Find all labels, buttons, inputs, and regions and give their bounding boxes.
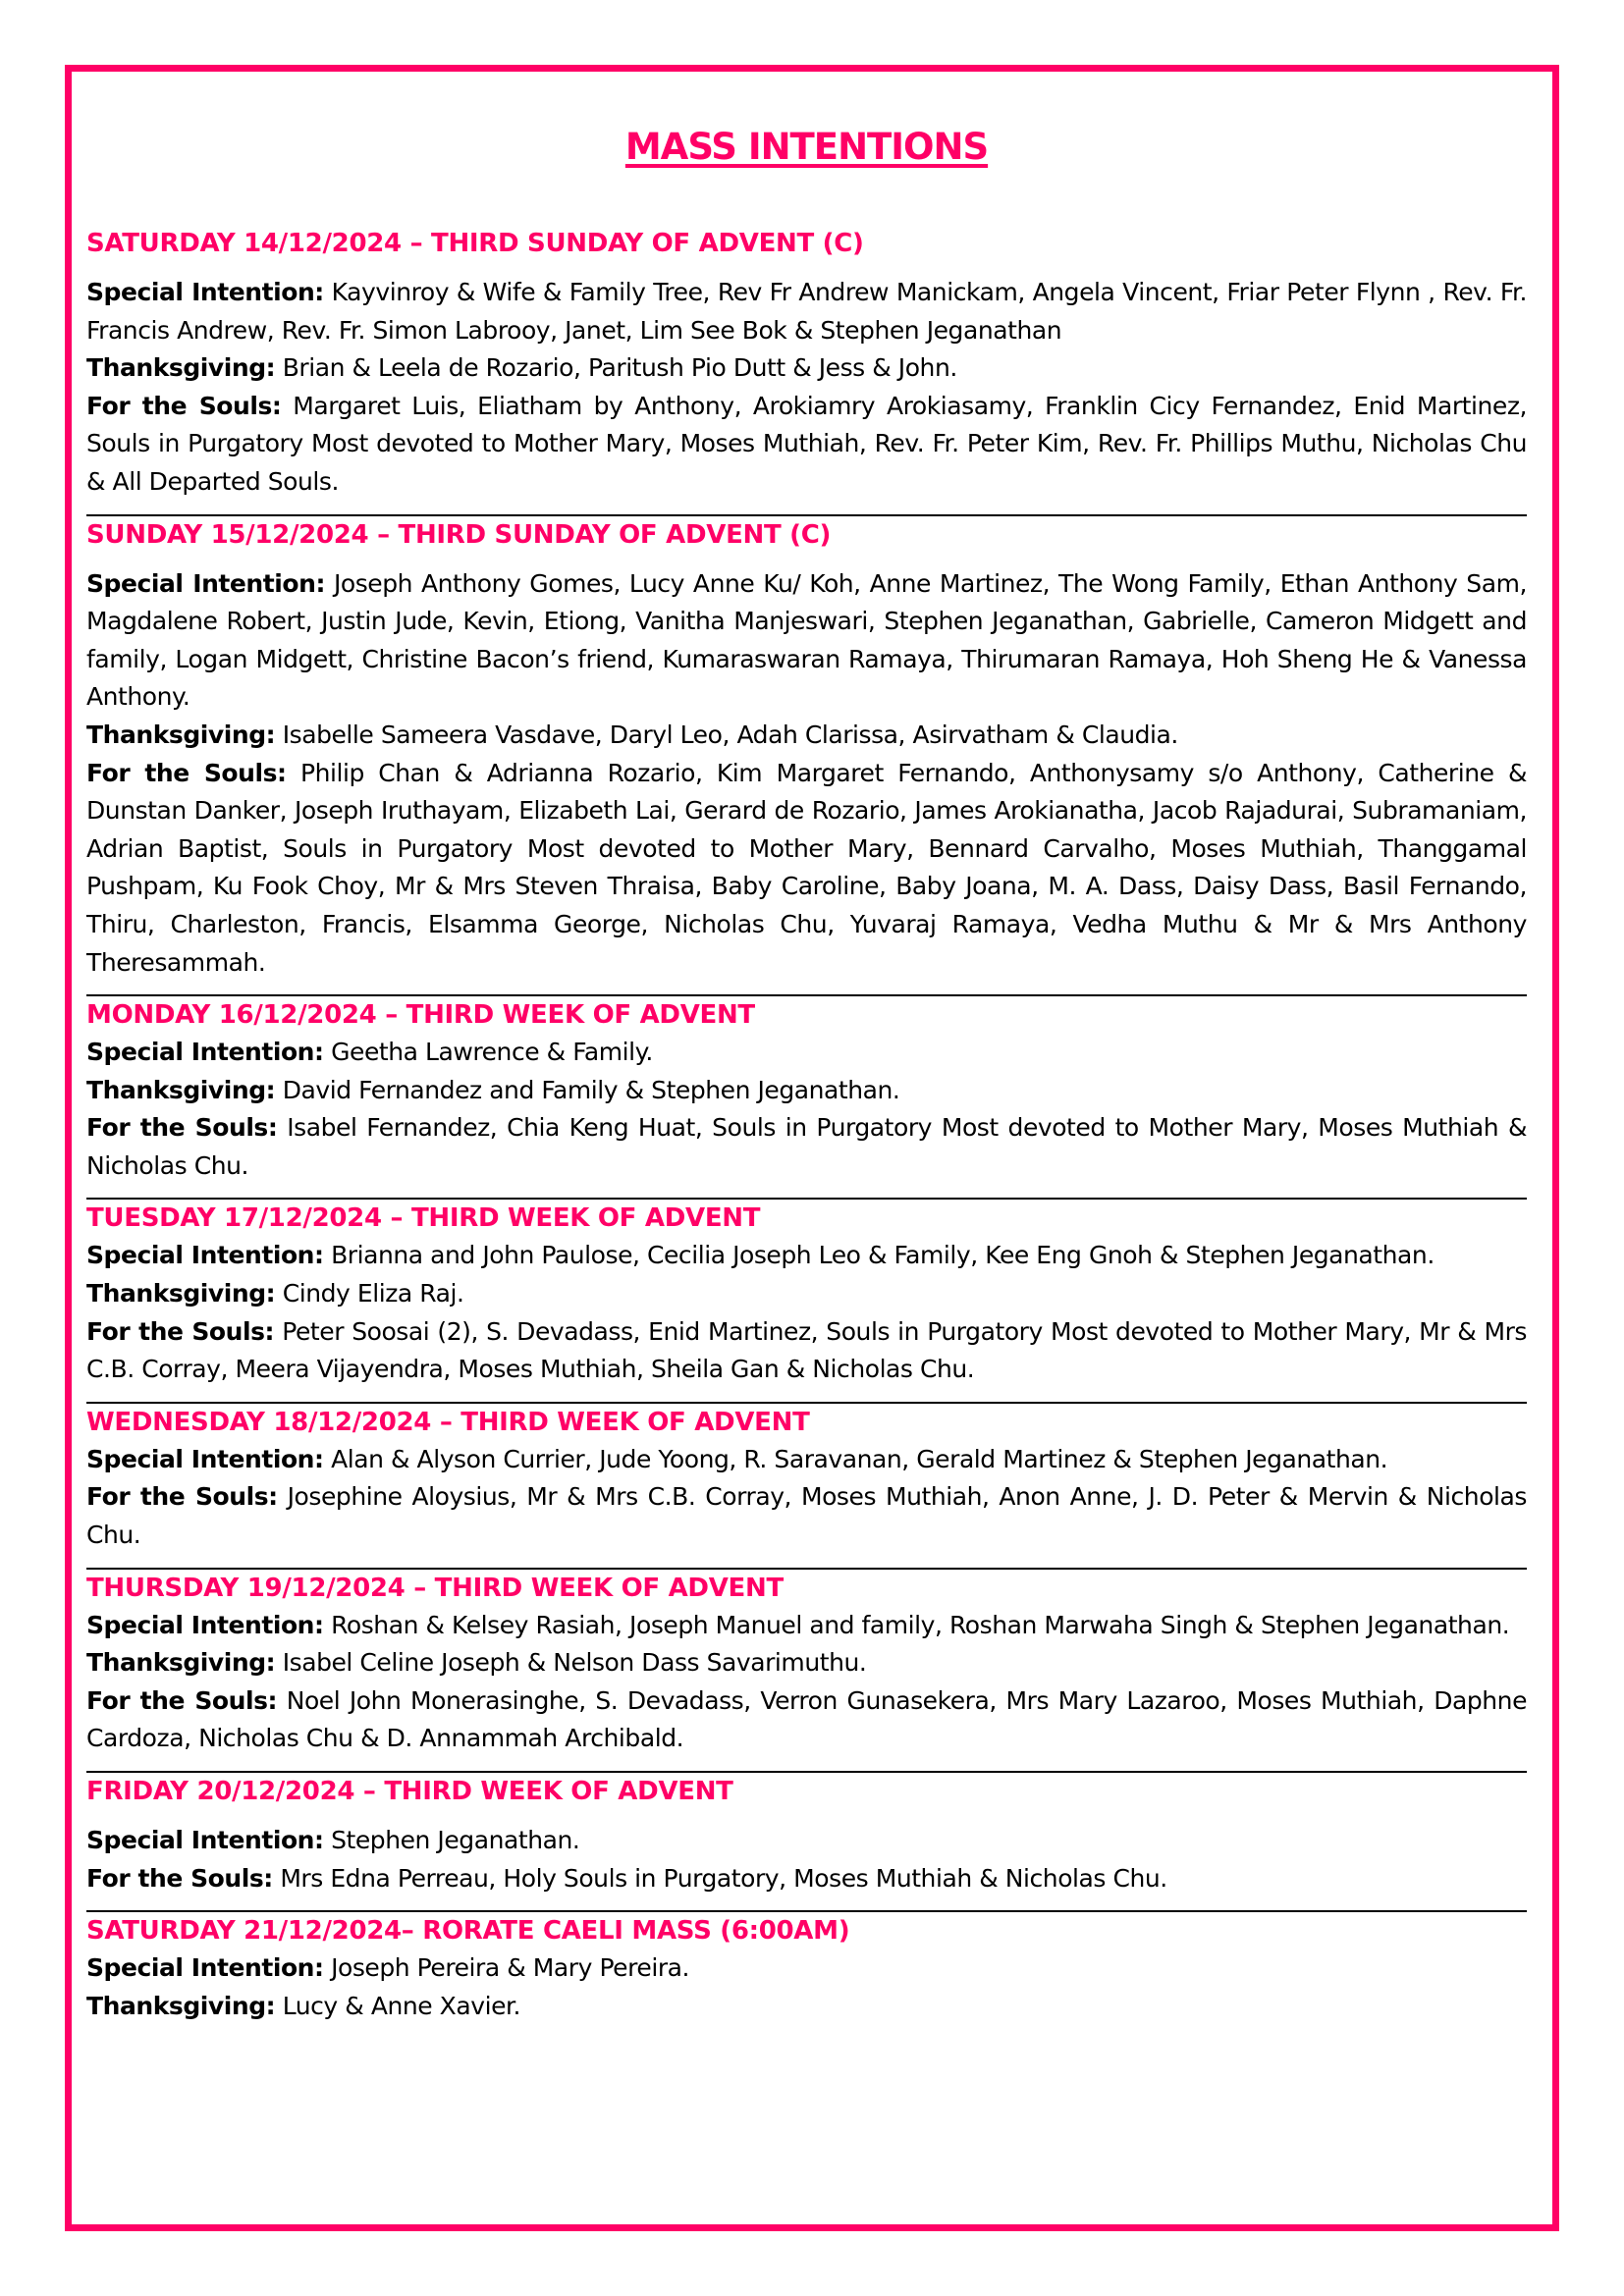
entry-names: Josephine Aloysius, Mr & Mrs C.B. Corray, Moses Muthiah, Anon Anne, J. D. Peter & Mervin & Nicholas Chu. (86, 1482, 1527, 1550)
entry-label: For the Souls: (86, 1113, 278, 1143)
entry-label: For the Souls: (86, 758, 287, 787)
thanksgiving-entry (86, 717, 1527, 755)
entry-label: Special Intention: (86, 1953, 324, 1983)
day-heading: TUESDAY 17/12/2024 – THIRD WEEK OF ADVENT (86, 1203, 761, 1234)
entry-names: Mrs Edna Perreau, Holy Souls in Purgatory, Moses Muthiah & Nicholas Chu. (280, 1863, 1167, 1893)
entry-names: David Fernandez and Family & Stephen Jeganathan. (282, 1075, 900, 1104)
day-heading: THURSDAY 19/12/2024 – THIRD WEEK OF ADVENT (86, 1573, 784, 1603)
entry-label: Special Intention: (86, 568, 326, 598)
thanksgiving-entry (86, 1988, 1527, 2026)
entry-label: Thanksgiving: (86, 720, 276, 749)
entry-names: Margaret Luis, Eliatham by Anthony, Arokiamry Arokiasamy, Franklin Cicy Fernandez, Enid Martinez, Souls in Purgatory Most devoted to Mother Mary, Moses Muthiah, Rev. Fr. Peter Kim, Rev. Fr. Phillips Muthu, Nicholas Chu & All Departed Souls. (86, 391, 1527, 496)
entry-names: Noel John Monerasinghe, S. Devadass, Verron Gunasekera, Mrs Mary Lazaroo, Moses Muthiah, Daphne Cardoza, Nicholas Chu & D. Annammah Archibald. (86, 1685, 1528, 1753)
entry-label: Thanksgiving: (86, 1279, 276, 1308)
page-title-text: MASS INTENTIONS (624, 126, 989, 168)
day-section-wed-18 (86, 1402, 1527, 1568)
souls-entry (86, 1682, 1527, 1758)
special-intention-entry (86, 1822, 1527, 1860)
day-section-sat-14 (86, 225, 1527, 514)
entry-label: Special Intention: (86, 1444, 324, 1473)
entry-label: Special Intention: (86, 1241, 324, 1270)
entry-names: Philip Chan & Adrianna Rozario, Kim Margaret Fernando, Anthonysamy s/o Anthony, Catherine & Dunstan Danker, Joseph Iruthayam, Elizabeth Lai, Gerard de Rozario, James Arokianatha, Jacob Rajadurai, Subramaniam, Adrian Baptist, Souls in Purgatory Most devoted to Mother Mary, Bennard Carvalho, Moses Muthiah, Thanggamal Pushpam, Ku Fook Choy, Mr & Mrs Steven Thraisa, Baby Caroline, Baby Joana, M. A. Dass, Daisy Dass, Basil Fernando, Thiru, Charleston, Francis, Elsamma George, Nicholas Chu, Yuvaraj Ramaya, Vedha Muthu & Mr & Mrs Anthony Theresammah. (86, 758, 1527, 977)
special-intention-entry (86, 565, 1527, 717)
day-heading: WEDNESDAY 18/12/2024 – THIRD WEEK OF ADVENT (86, 1407, 810, 1437)
day-section-sun-15 (86, 514, 1527, 995)
entry-label: Thanksgiving: (86, 1991, 276, 2020)
entry-label: Special Intention: (86, 278, 324, 306)
thanksgiving-entry (86, 1275, 1527, 1313)
entry-names: Brian & Leela de Rozario, Paritush Pio Dutt & Jess & John. (282, 353, 957, 383)
entry-label: Special Intention: (86, 1826, 324, 1854)
souls-entry (86, 1109, 1527, 1185)
special-intention-entry (86, 274, 1527, 349)
entry-names: Brianna and John Paulose, Cecilia Joseph Leo & Family, Kee Eng Gnoh & Stephen Jeganathan. (331, 1241, 1435, 1270)
souls-entry (86, 1860, 1527, 1898)
day-section-thu-19 (86, 1568, 1527, 1771)
day-section-mon-16 (86, 994, 1527, 1198)
page-title (86, 125, 1527, 170)
thanksgiving-entry (86, 1644, 1527, 1682)
thanksgiving-entry (86, 1072, 1527, 1110)
page-border (65, 65, 1559, 2231)
souls-entry (86, 1313, 1527, 1389)
special-intention-entry (86, 1034, 1527, 1072)
entry-label: Special Intention: (86, 1038, 324, 1067)
entry-names: Peter Soosai (2), S. Devadass, Enid Martinez, Souls in Purgatory Most devoted to Mother Mary, Mr & Mrs C.B. Corray, Meera Vijayendra, Moses Muthiah, Sheila Gan & Nicholas Chu. (86, 1316, 1527, 1384)
entry-label: Thanksgiving: (86, 1075, 276, 1104)
special-intention-entry (86, 1441, 1527, 1479)
souls-entry (86, 388, 1527, 502)
day-heading: SUNDAY 15/12/2024 – THIRD SUNDAY OF ADVENT (C) (86, 519, 832, 550)
entry-label: For the Souls: (86, 1482, 278, 1512)
day-section-tue-17 (86, 1198, 1527, 1401)
day-section-fri-20 (86, 1771, 1527, 1910)
entry-label: For the Souls: (86, 1863, 273, 1893)
day-heading: FRIDAY 20/12/2024 – THIRD WEEK OF ADVENT (86, 1777, 733, 1806)
entry-names: Roshan & Kelsey Rasiah, Joseph Manuel and family, Roshan Marwaha Singh & Stephen Jeganathan. (331, 1610, 1510, 1639)
day-section-sat-21 (86, 1910, 1527, 2038)
entry-label: For the Souls: (86, 391, 282, 420)
entry-names: Cindy Eliza Raj. (282, 1279, 464, 1308)
entry-names: Isabel Celine Joseph & Nelson Dass Savarimuthu. (282, 1648, 867, 1678)
entry-names: Stephen Jeganathan. (331, 1826, 580, 1854)
entry-label: For the Souls: (86, 1316, 275, 1346)
entry-names: Geetha Lawrence & Family. (331, 1038, 653, 1067)
day-heading: SATURDAY 21/12/2024– RORATE CAELI MASS (6:00AM) (86, 1916, 850, 1947)
day-heading: MONDAY 16/12/2024 – THIRD WEEK OF ADVENT (86, 1000, 755, 1031)
entry-names: Joseph Pereira & Mary Pereira. (331, 1953, 690, 1983)
entry-names: Isabelle Sameera Vasdave, Daryl Leo, Adah Clarissa, Asirvatham & Claudia. (282, 720, 1178, 749)
entry-label: Thanksgiving: (86, 353, 276, 383)
souls-entry (86, 1478, 1527, 1554)
special-intention-entry (86, 1949, 1527, 1988)
entry-names: Lucy & Anne Xavier. (282, 1991, 521, 2020)
mass-intentions-content (86, 125, 1527, 2038)
entry-label: Special Intention: (86, 1610, 324, 1639)
entry-label: For the Souls: (86, 1685, 278, 1715)
entry-names: Isabel Fernandez, Chia Keng Huat, Souls in Purgatory Most devoted to Mother Mary, Moses Muthiah & Nicholas Chu. (86, 1113, 1528, 1180)
entry-names: Kayvinroy & Wife & Family Tree, Rev Fr Andrew Manickam, Angela Vincent, Friar Peter Flynn , Rev. Fr. Francis Andrew, Rev. Fr. Simon Labrooy, Janet, Lim See Bok & Stephen Jeganathan (86, 278, 1527, 345)
day-heading: SATURDAY 14/12/2024 – THIRD SUNDAY OF ADVENT (C) (86, 229, 864, 258)
special-intention-entry (86, 1607, 1527, 1645)
entry-names: Alan & Alyson Currier, Jude Yoong, R. Saravanan, Gerald Martinez & Stephen Jeganathan. (331, 1444, 1388, 1473)
entry-label: Thanksgiving: (86, 1648, 276, 1678)
special-intention-entry (86, 1237, 1527, 1275)
entry-names: Joseph Anthony Gomes, Lucy Anne Ku/ Koh, Anne Martinez, The Wong Family, Ethan Anthony Sam, Magdalene Robert, Justin Jude, Kevin, Etiong, Vanitha Manjeswari, Stephen Jeganathan, Gabrielle, Cameron Midgett and family, Logan Midgett, Christine Bacon’s friend, Kumaraswaran Ramaya, Thirumaran Ramaya, Hoh Sheng He & Vanessa Anthony. (86, 568, 1527, 712)
thanksgiving-entry (86, 349, 1527, 388)
souls-entry (86, 755, 1527, 983)
